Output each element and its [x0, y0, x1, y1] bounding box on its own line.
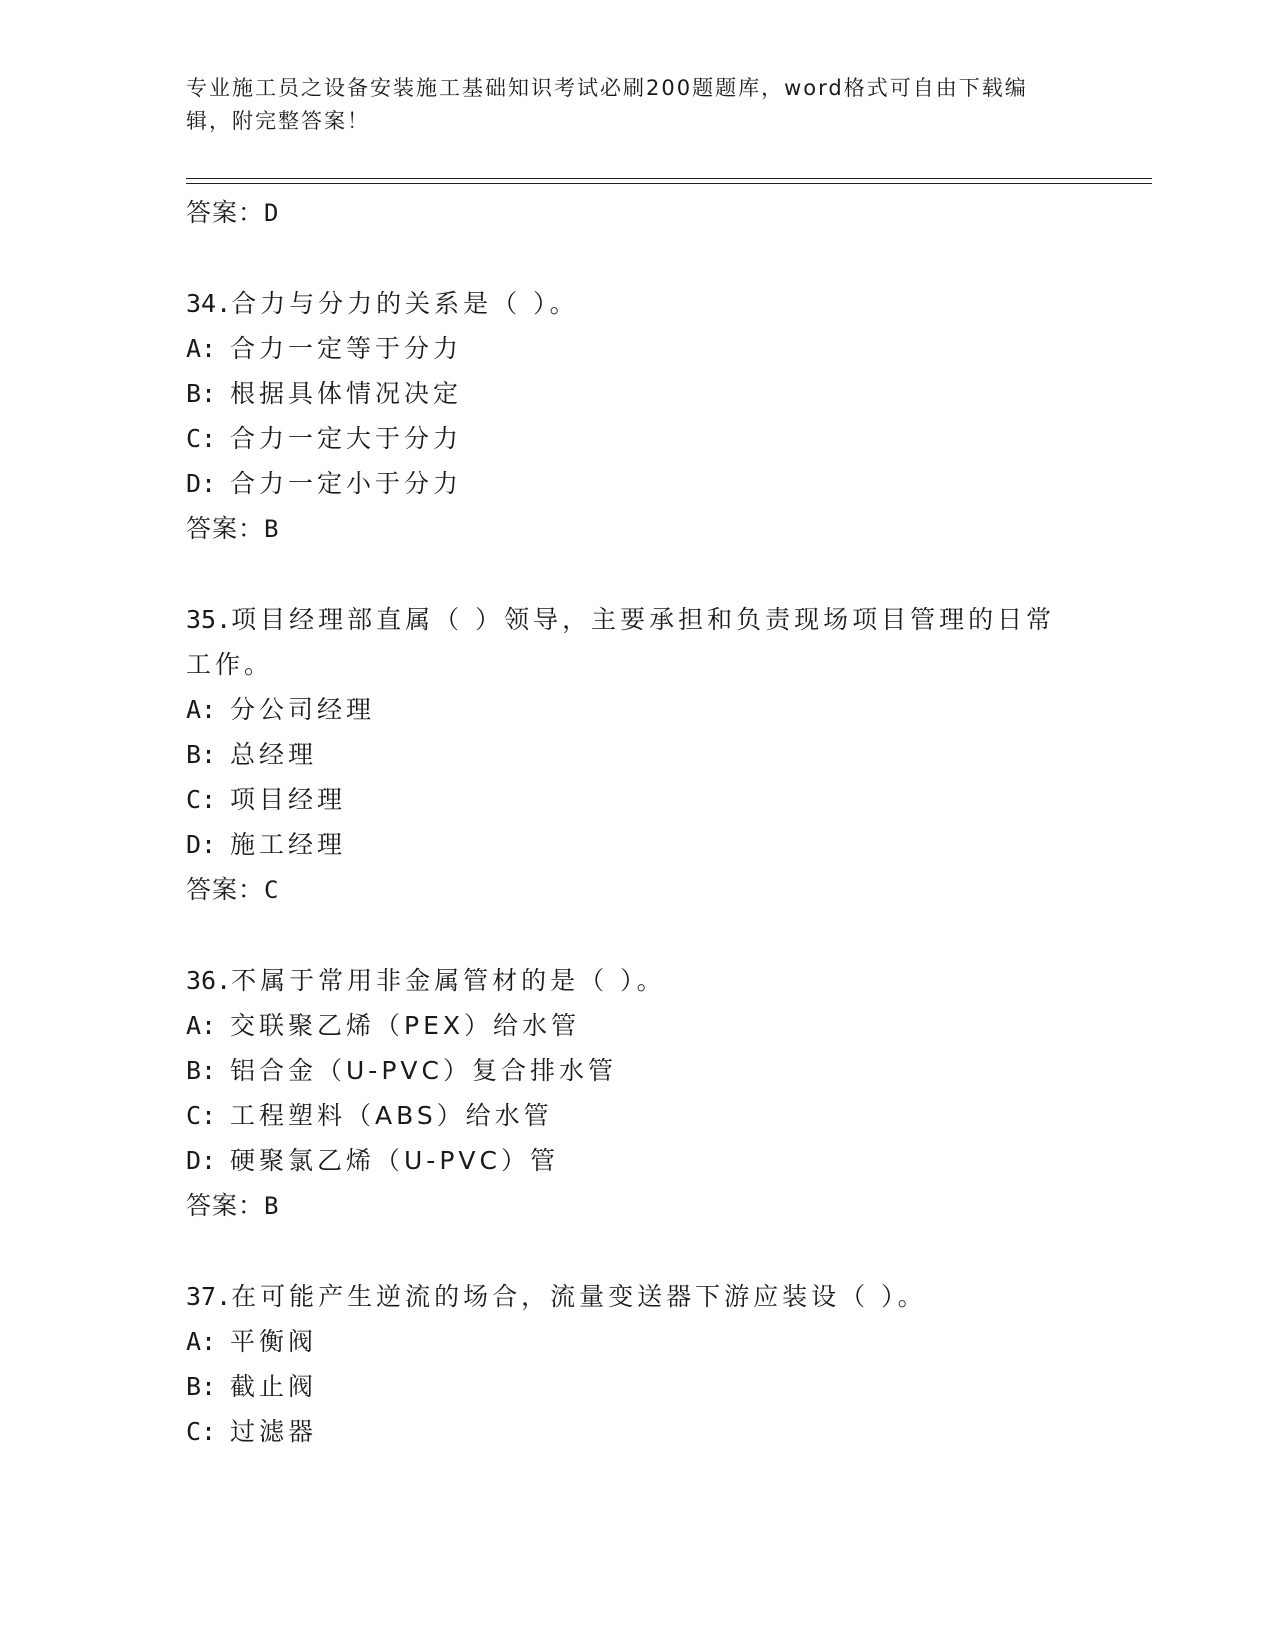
answer-value: C [264, 876, 280, 904]
option-text: 合力一定等于分力 [230, 334, 463, 363]
option-key: C: [186, 785, 217, 814]
answer-value: B [264, 515, 280, 543]
option-text: 项目经理 [230, 785, 347, 814]
question-number: 34. [186, 289, 232, 318]
option-text: 根据具体情况决定 [230, 379, 463, 408]
option-text: 平衡阀 [230, 1327, 318, 1356]
answer-label: 答案： [186, 1191, 265, 1220]
option-item [186, 416, 1066, 461]
question-text [186, 1274, 1066, 1319]
answer-line [186, 1183, 1066, 1228]
option-text: 总经理 [230, 740, 318, 769]
question-stem: 项目经理部直属（ ）领导，主要承担和负责现场项目管理的日常工作。 [186, 605, 1056, 679]
option-item [186, 1364, 1066, 1409]
answer-label: 答案： [186, 875, 265, 904]
option-text: 合力一定小于分力 [230, 469, 463, 498]
option-item [186, 1093, 1066, 1138]
option-key: A: [186, 334, 217, 363]
option-key: A: [186, 695, 217, 724]
question-gap [186, 1228, 1066, 1274]
option-text: 截止阀 [230, 1372, 318, 1401]
page-header: 专业施工员之设备安装施工基础知识考试必刷200题题库，word格式可自由下载编辑，附完整答案！ [186, 76, 1028, 133]
option-key: B: [186, 740, 217, 769]
option-key: D: [186, 469, 217, 498]
option-item [186, 1319, 1066, 1364]
option-item [186, 1048, 1066, 1093]
option-key: D: [186, 830, 217, 859]
option-key: B: [186, 1056, 217, 1085]
option-key: B: [186, 1372, 217, 1401]
option-item [186, 777, 1066, 822]
question-number: 35. [186, 605, 232, 634]
option-text: 交联聚乙烯（PEX）给水管 [230, 1011, 580, 1040]
option-text: 硬聚氯乙烯（U-PVC）管 [230, 1146, 559, 1175]
question-stem: 不属于常用非金属管材的是（ ）。 [231, 966, 666, 995]
option-key: A: [186, 1327, 217, 1356]
option-text: 分公司经理 [230, 695, 376, 724]
question-text [186, 958, 1066, 1003]
option-key: C: [186, 1101, 217, 1130]
answer-line [186, 506, 1066, 551]
question-stem: 合力与分力的关系是（ ）。 [231, 289, 579, 318]
answer-line [186, 190, 1066, 235]
answer-value: D [264, 199, 280, 227]
option-text: 工程塑料（ABS）给水管 [230, 1101, 553, 1130]
option-item [186, 1138, 1066, 1183]
answer-label: 答案： [186, 198, 265, 227]
option-item [186, 326, 1066, 371]
option-key: B: [186, 379, 217, 408]
option-item [186, 687, 1066, 732]
option-item [186, 461, 1066, 506]
answer-value: B [264, 1192, 280, 1220]
question-text [186, 281, 1066, 326]
question-gap [186, 912, 1066, 958]
option-key: D: [186, 1146, 217, 1175]
question-number: 37. [186, 1282, 232, 1311]
question-gap [186, 551, 1066, 597]
option-text: 过滤器 [230, 1417, 318, 1446]
option-text: 合力一定大于分力 [230, 424, 463, 453]
option-key: C: [186, 424, 217, 453]
option-item [186, 371, 1066, 416]
option-key: A: [186, 1011, 217, 1040]
question-gap [186, 235, 1066, 281]
header-divider-bottom [186, 183, 1152, 184]
option-item [186, 822, 1066, 867]
question-text [186, 597, 1066, 687]
header-divider-top [186, 178, 1152, 179]
option-item [186, 1003, 1066, 1048]
option-key: C: [186, 1417, 217, 1446]
question-stem: 在可能产生逆流的场合，流量变送器下游应装设（ ）。 [231, 1282, 927, 1311]
question-list [186, 190, 1066, 1454]
option-text: 铝合金（U-PVC）复合排水管 [230, 1056, 617, 1085]
option-text: 施工经理 [230, 830, 347, 859]
answer-line [186, 867, 1066, 912]
answer-label: 答案： [186, 514, 265, 543]
option-item [186, 1409, 1066, 1454]
option-item [186, 732, 1066, 777]
question-number: 36. [186, 966, 232, 995]
